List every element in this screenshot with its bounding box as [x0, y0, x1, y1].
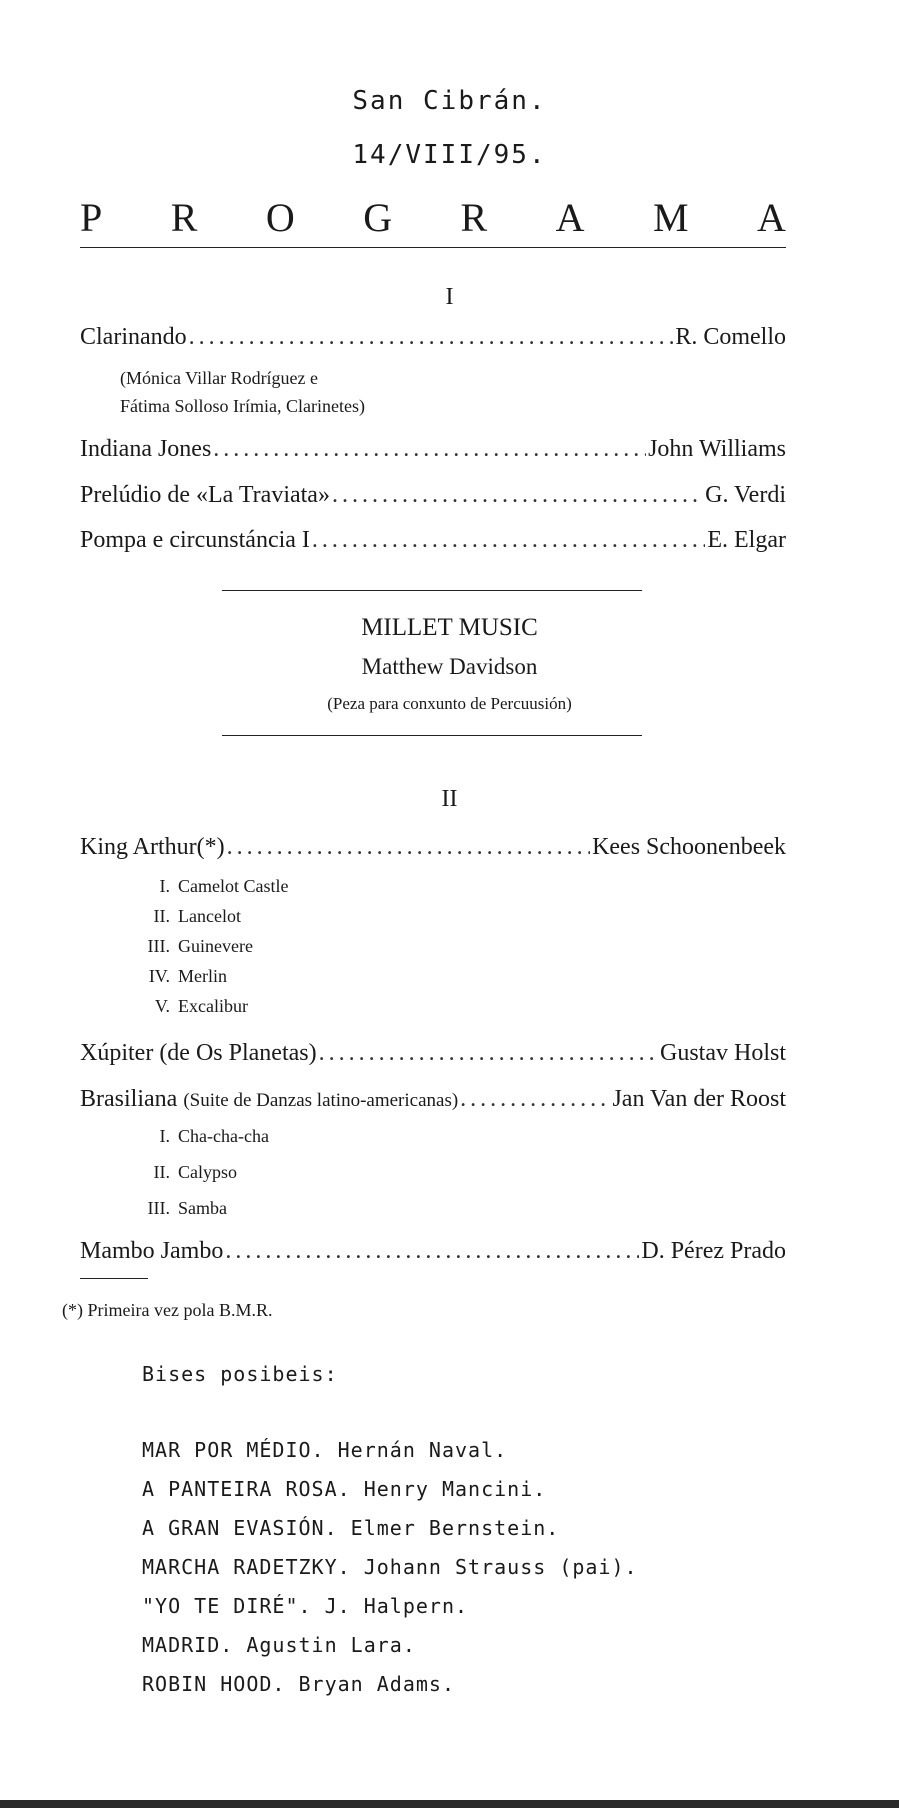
encore-item: "YO TE DIRÉ". J. Halpern.: [142, 1594, 469, 1618]
leader-dots: [312, 527, 705, 554]
piece-title: King Arthur(*): [80, 834, 225, 860]
piece-title: Xúpiter (de Os Planetas): [80, 1040, 317, 1066]
piece-title: Brasiliana: [80, 1086, 178, 1112]
leader-dots: [213, 436, 646, 463]
performers-line: (Mónica Villar Rodríguez e: [120, 368, 319, 388]
performers-note: [120, 364, 365, 420]
encore-item: ROBIN HOOD. Bryan Adams.: [142, 1672, 455, 1696]
piece-title: Indiana Jones: [80, 436, 212, 462]
leader-dots: [319, 1040, 658, 1067]
encore-item: MADRID. Agustin Lara.: [142, 1633, 416, 1657]
movement-item: I. Camelot Castle: [159, 876, 289, 896]
leader-dots: [332, 482, 703, 509]
piece-composer: G. Verdi: [705, 482, 786, 508]
encore-item: A PANTEIRA ROSA. Henry Mancini.: [142, 1477, 547, 1501]
leader-dots: [225, 1238, 639, 1265]
program-entry: [80, 834, 786, 861]
programa-letter: G: [363, 195, 393, 240]
piece-composer: D. Pérez Prado: [641, 1238, 786, 1264]
piece-composer: Gustav Holst: [660, 1040, 786, 1066]
programa-letter: A: [555, 195, 585, 240]
encore-item: A GRAN EVASIÓN. Elmer Bernstein.: [142, 1516, 560, 1540]
piece-composer: Jan Van der Roost: [612, 1086, 786, 1112]
piece-title: Mambo Jambo: [80, 1238, 224, 1264]
movement-item: V. Excalibur: [154, 996, 248, 1016]
program-entry: [80, 1086, 786, 1113]
program-entry: [80, 436, 786, 463]
interlude-composer: Matthew Davidson: [361, 654, 538, 679]
movement-item: I. Cha-cha-cha: [159, 1126, 269, 1146]
footnote: (*) Primeira vez pola B.M.R.: [62, 1300, 273, 1320]
movement-item: II. Lancelot: [153, 906, 241, 926]
piece-subtitle: (Suite de Danzas latino-americanas): [183, 1090, 459, 1111]
leader-dots: [227, 834, 590, 861]
piece-composer: E. Elgar: [707, 527, 786, 553]
movement-item: III. Guinevere: [147, 936, 253, 956]
leader-dots: [189, 324, 674, 351]
programa-letter: O: [265, 195, 295, 240]
movement-item: II. Calypso: [153, 1162, 238, 1182]
piece-composer: Kees Schoonenbeek: [592, 834, 786, 860]
program-entry: [80, 1238, 786, 1265]
programa-letter: P: [80, 195, 103, 240]
movement-item: IV. Merlin: [148, 966, 227, 986]
part-two-numeral: II: [441, 786, 458, 812]
section-divider: [222, 735, 642, 736]
encores-title: Bises posibeis:: [142, 1362, 338, 1386]
title-underline: [80, 247, 786, 248]
programa-letter: R: [460, 195, 488, 240]
date-heading: 14/VIII/95.: [352, 140, 547, 170]
encores-list: [142, 1438, 638, 1711]
leader-dots: [460, 1086, 610, 1113]
program-entry: [80, 324, 786, 351]
program-entry: [80, 1040, 786, 1067]
interlude-title: MILLET MUSIC: [361, 614, 538, 641]
piece-composer: R. Comello: [675, 324, 786, 350]
programa-letter: R: [170, 195, 198, 240]
piece-title: Clarinando: [80, 324, 187, 350]
venue-heading: San Cibrán.: [352, 86, 547, 116]
programa-letter: A: [757, 195, 786, 240]
piece-composer: John Williams: [648, 436, 786, 462]
piece-title: Pompa e circunstáncia I: [80, 527, 310, 553]
programa-title: [80, 194, 786, 241]
interlude-note: (Peza para conxunto de Percuusión): [327, 694, 572, 713]
scan-edge: [0, 1800, 899, 1808]
piece-title: Prelúdio de «La Traviata»: [80, 482, 330, 508]
movement-item: III. Samba: [147, 1198, 227, 1218]
program-entry: [80, 482, 786, 509]
programa-letter: M: [653, 195, 689, 240]
part-one-numeral: I: [445, 284, 454, 310]
section-divider: [222, 590, 642, 591]
footnote-rule: [80, 1278, 148, 1279]
performers-line: Fátima Solloso Irímia, Clarinetes): [120, 396, 365, 416]
encore-item: MARCHA RADETZKY. Johann Strauss (pai).: [142, 1555, 638, 1579]
program-entry: [80, 527, 786, 554]
encore-item: MAR POR MÉDIO. Hernán Naval.: [142, 1438, 508, 1462]
